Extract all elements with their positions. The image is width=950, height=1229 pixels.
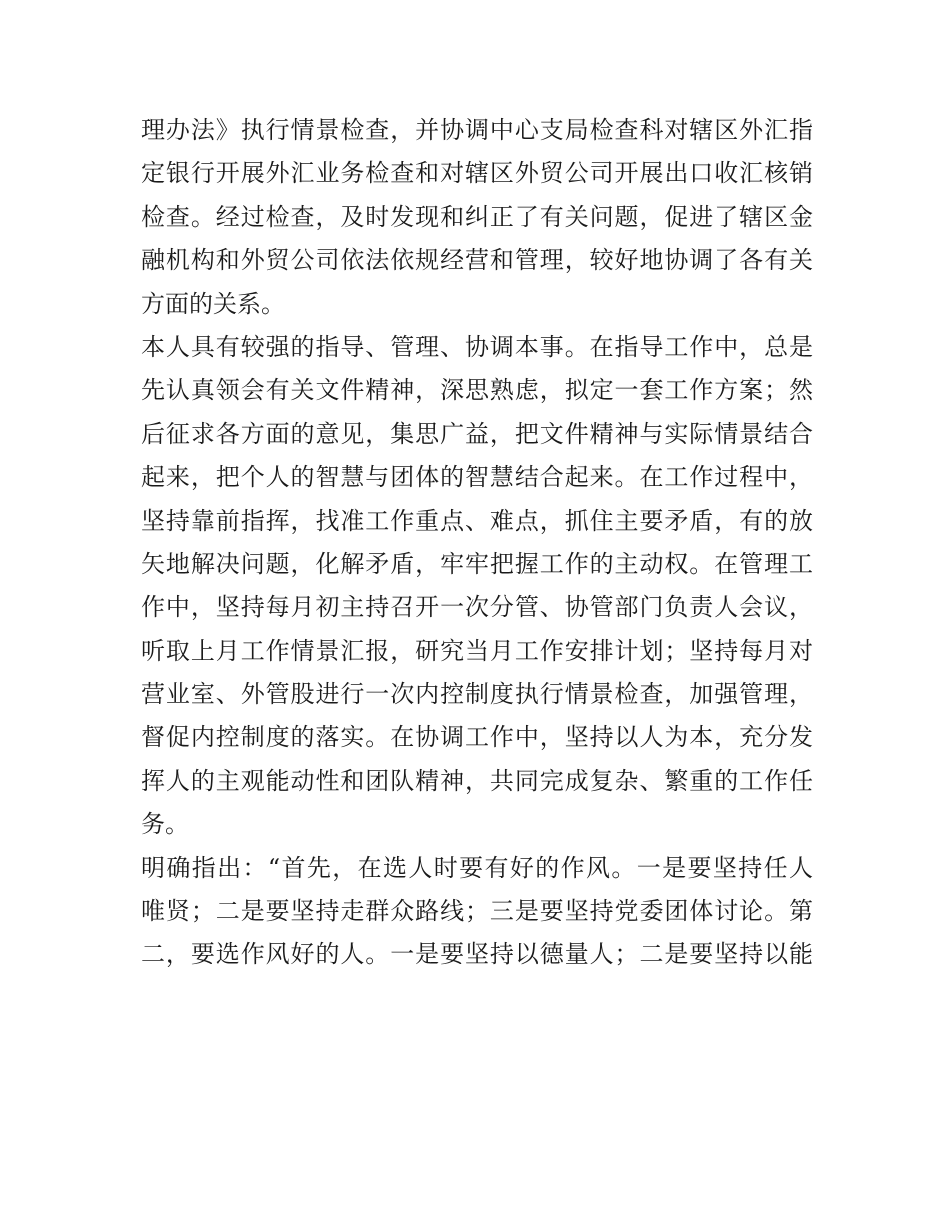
text-line: 作中，坚持每月初主持召开一次分管、协管部门负责人会议， [141, 593, 813, 622]
text-line: 营业室、外管股进行一次内控制度执行情景检查，加强管理， [141, 680, 813, 709]
text-line: 唯贤；二是要坚持走群众路线；三是要坚持党委团体讨论。第 [141, 897, 813, 926]
paragraph [141, 847, 813, 977]
text-line: 挥人的主观能动性和团队精神，共同完成复杂、繁重的工作任 [141, 766, 813, 795]
text-line: 融机构和外贸公司依法依规经营和管理，较好地协调了各有关 [141, 246, 813, 275]
document-body [141, 109, 813, 977]
paragraph [141, 109, 813, 326]
text-line: 先认真领会有关文件精神，深思熟虑，拟定一套工作方案；然 [141, 376, 813, 405]
text-line: 起来，把个人的智慧与团体的智慧结合起来。在工作过程中， [141, 463, 813, 492]
text-line: 二，要选作风好的人。一是要坚持以德量人；二是要坚持以能 [141, 940, 813, 969]
text-line: 后征求各方面的意见，集思广益，把文件精神与实际情景结合 [141, 419, 813, 448]
text-line: 听取上月工作情景汇报，研究当月工作安排计划；坚持每月对 [141, 636, 813, 665]
text-line: 定银行开展外汇业务检查和对辖区外贸公司开展出口收汇核销 [141, 159, 813, 188]
text-line: 务。 [141, 810, 189, 839]
text-line: 理办法》执行情景检查，并协调中心支局检查科对辖区外汇指 [141, 116, 813, 144]
text-line: 督促内控制度的落实。在协调工作中，坚持以人为本，充分发 [141, 723, 813, 752]
paragraph [141, 326, 813, 847]
text-line: 检查。经过检查，及时发现和纠正了有关问题，促进了辖区金 [141, 202, 813, 231]
text-line: 矢地解决问题，化解矛盾，牢牢把握工作的主动权。在管理工 [141, 549, 813, 578]
text-line: 明确指出：“首先，在选人时要有好的作风。一是要坚持任人 [141, 853, 813, 882]
text-line: 坚持靠前指挥，找准工作重点、难点，抓住主要矛盾，有的放 [141, 506, 813, 535]
text-line: 本人具有较强的指导、管理、协调本事。在指导工作中，总是 [141, 332, 813, 361]
text-line: 方面的关系。 [141, 289, 285, 318]
